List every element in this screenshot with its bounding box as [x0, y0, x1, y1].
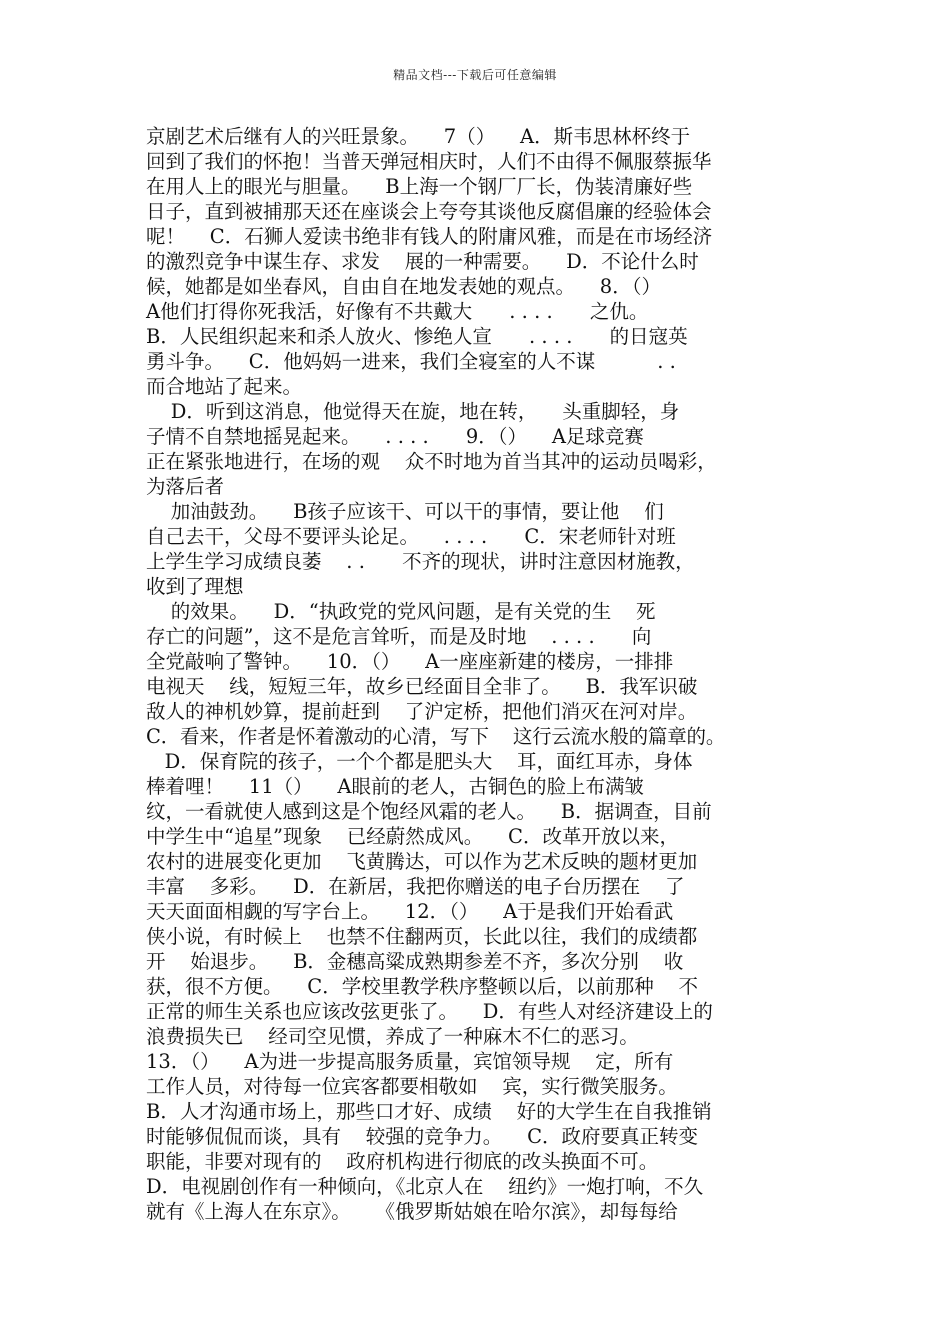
- text-line: 全党敲响了警钟。 10．（） A一座座新建的楼房，一排排: [146, 650, 674, 673]
- text-line: 农村的进展变化更加 飞黄腾达，可以作为艺术反映的题材更加: [146, 850, 698, 873]
- text-line: 浪费损失已 经司空见惯，养成了一种麻木不仁的恶习。: [146, 1025, 639, 1048]
- text-line: 13．（） A为进一步提高服务质量，宾馆领导规 定，所有: [146, 1050, 674, 1073]
- text-line: B．人才沟通市场上，那些口才好、成绩 好的大学生在自我推销: [146, 1100, 712, 1123]
- text-line: 职能，非要对现有的 政府机构进行彻底的改头换面不可。: [146, 1150, 659, 1173]
- text-line: 的效果。 D．“执政党的党风问题，是有关党的生 死: [146, 600, 656, 623]
- text-line: D．保育院的孩子，一个个都是肥头大 耳，面红耳赤，身体: [146, 750, 693, 773]
- text-line: 为落后者: [146, 475, 225, 498]
- text-line: 京剧艺术后继有人的兴旺景象。 7（） A．斯韦思林杯终于: [146, 125, 691, 148]
- text-line: 敌人的神机妙算，提前赶到 了沪定桥，把他们消灭在河对岸。: [146, 700, 698, 723]
- text-line: 中学生中“追星”现象 已经蔚然成风。 C．改革开放以来，: [146, 825, 679, 848]
- text-line: B．人民组织起来和杀人放火、惨绝人宣 . . . . 的日寇英: [146, 325, 688, 348]
- text-line: 电视天 线，短短三年，故乡已经面目全非了。 B．我军识破: [146, 675, 698, 698]
- text-line: 开 始退步。 B．金穗高粱成熟期参差不齐，多次分别 收: [146, 950, 684, 973]
- document-body: [146, 124, 808, 1224]
- text-line: 呢！ C．石狮人爱读书绝非有钱人的附庸风雅，而是在市场经济: [146, 225, 713, 248]
- text-line: 纹，一看就使人感到这是个饱经风霜的老人。 B．据调查，目前: [146, 800, 712, 823]
- text-line: 天天面面相觑的写字台上。 12．（） A于是我们开始看武: [146, 900, 674, 923]
- text-line: C．看来，作者是怀着激动的心清，写下 这行云流水般的篇章的。: [146, 725, 726, 748]
- text-line: 就有《上海人在东京》。 《俄罗斯姑娘在哈尔滨》，却每每给: [146, 1200, 678, 1223]
- text-line: 收到了理想: [146, 575, 244, 598]
- text-line: 加油鼓劲。 B孩子应该干、可以干的事情，要让他 们: [146, 500, 664, 523]
- text-line: 正在紧张地进行，在场的观 众不时地为首当其冲的运动员喝彩，: [146, 450, 717, 473]
- text-line: 存亡的问题”，这不是危言耸听，而是及时地 . . . . 向: [146, 625, 652, 648]
- text-line: 丰富 多彩。 D．在新居，我把你赠送的电子台历摆在 了: [146, 875, 685, 898]
- text-line: 正常的师生关系也应该改弦更张了。 D．有些人对经济建设上的: [146, 1000, 713, 1023]
- text-line: 勇斗争。 C．他妈妈一进来，我们全寝室的人不谋 . .: [146, 350, 676, 373]
- text-line: 的激烈竞争中谋生存、求发 展的一种需要。 D．不论什么时: [146, 250, 699, 273]
- text-line: 上学生学习成绩良萎 . . 不齐的现状，讲时注意因材施教，: [146, 550, 695, 573]
- text-line: D．听到这消息，他觉得天在旋，地在转， 头重脚轻，身: [146, 400, 680, 423]
- text-line: 时能够侃侃而谈，具有 较强的竞争力。 C．政府要真正转变: [146, 1125, 699, 1148]
- page-header: 精品文档---下载后可任意编辑: [393, 68, 557, 82]
- text-line: 候，她都是如坐春风，自由自在地发表她的观点。 8．（）: [146, 275, 661, 298]
- text-line: 自己去干，父母不要评头论足。 . . . . C．宋老师针对班: [146, 525, 676, 548]
- text-line: 而合地站了起来。: [146, 375, 303, 398]
- text-line: 回到了我们的怀抱！当普天弹冠相庆时，人们不由得不佩服蔡振华: [146, 150, 712, 173]
- text-line: 棒着哩！ 11（） A眼前的老人，古铜色的脸上布满皱: [146, 775, 644, 798]
- text-line: 子情不自禁地摇晃起来。 . . . . 9．（） A足球竞赛: [146, 425, 644, 448]
- text-line: 在用人上的眼光与胆量。 B上海一个钢厂厂长，伪装清廉好些: [146, 175, 693, 198]
- text-line: 获，很不方便。 C．学校里教学秩序整顿以后，以前那种 不: [146, 975, 699, 998]
- text-line: D．电视剧创作有一种倾向，《北京人在 纽约》一炮打响，不久: [146, 1175, 704, 1198]
- text-line: 日子，直到被捕那天还在座谈会上夸夸其谈他反腐倡廉的经验体会: [146, 200, 712, 223]
- text-line: 侠小说，有时候上 也禁不住翻两页，长此以往，我们的成绩都: [146, 925, 698, 948]
- text-line: 工作人员，对待每一位宾客都要相敬如 宾，实行微笑服务。: [146, 1075, 678, 1098]
- text-line: A他们打得你死我活，好像有不共戴大 . . . . 之仇。: [146, 300, 649, 323]
